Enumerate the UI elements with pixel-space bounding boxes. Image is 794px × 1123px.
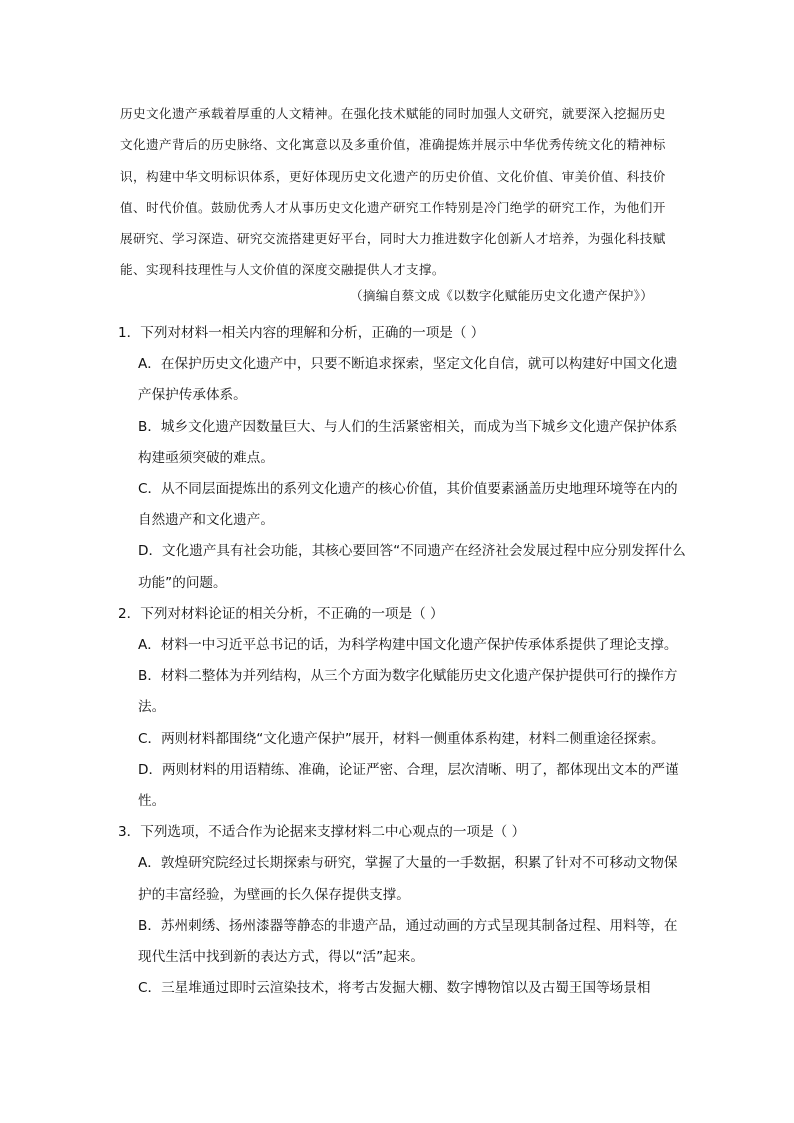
passage-source: （摘编自蔡文成《以数字化赋能历史文化遗产保护》） [350,288,654,303]
question-list [118,318,688,1004]
option-c: C．两则材料都围绕“文化遗产保护”展开，材料一侧重体系构建，材料二侧重途径探索。 [138,730,665,747]
question-stem: 3．下列选项，不适合作为论据来支撑材料二中心观点的一项是（ ） [118,824,526,841]
option-c: C．从不同层面提炼出的系列文化遗产的核心价值，其价值要素涵盖历史地理环境等在内的自然遗产和文化遗产。 [138,481,678,529]
reading-passage [120,98,676,286]
question-stem: 2．下列对材料论证的相关分析，不正确的一项是（ ） [118,605,444,622]
option-c: C．三星堆通过即时云渲染技术，将考古发掘大棚、数字博物馆以及古蜀王国等场景相 [138,980,651,997]
question-1 [118,318,688,599]
option-d: D．文化遗产具有社会功能，其核心要回答“不同遗产在经济社会发展过程中应分别发挥什么功能”的问题。 [138,543,686,591]
option-b: B．城乡文化遗产因数量巨大、与人们的生活紧密相关，而成为当下城乡文化遗产保护体系构建亟须突破的难点。 [138,418,678,466]
option-d: D．两则材料的用语精练、准确，论证严密、合理，层次清晰、明了，都体现出文本的严谨性。 [138,761,679,810]
question-3 [118,817,688,1004]
option-a: A．敦煌研究院经过长期探索与研究，掌握了大量的一手数据，积累了针对不可移动文物保护的丰富经验，为壁画的长久保存提供支撑。 [138,855,678,903]
option-a: A．在保护历史文化遗产中，只要不断追求探索，坚定文化自信，就可以构建好中国文化遗产保护传承体系。 [138,356,678,404]
option-b: B．苏州刺绣、扬州漆器等静态的非遗产品，通过动画的方式呈现其制备过程、用料等，在现代生活中找到新的表达方式，得以“活”起来。 [138,917,678,966]
question-2 [118,599,688,817]
passage-paragraph: 历史文化遗产承载着厚重的人文精神。在强化技术赋能的同时加强人文研究，就要深入挖掘历史文化遗产背后的历史脉络、文化寓意以及多重价值，准确提炼并展示中华优秀传统文化的精神标识，构建中华文明标识体系，更好体现历史文化遗产的历史价值、文化价值、审美价值、科技价值、时代价值。鼓励优秀人才从事历史文化遗产研究工作特别是冷门绝学的研究工作，为他们开展研究、学习深造、研究交流搭建更好平台，同时大力推进数字化创新人才培养，为强化科技赋能、实现科技理性与人文价值的深度交融提供人才支撑。 [120,106,666,278]
option-a: A．材料一中习近平总书记的话，为科学构建中国文化遗产保护传承体系提供了理论支撑。 [138,637,678,654]
question-stem: 1．下列对材料一相关内容的理解和分析，正确的一项是（ ） [118,325,485,341]
option-b: B．材料二整体为并列结构，从三个方面为数字化赋能历史文化遗产保护提供可行的操作方法。 [138,668,678,716]
